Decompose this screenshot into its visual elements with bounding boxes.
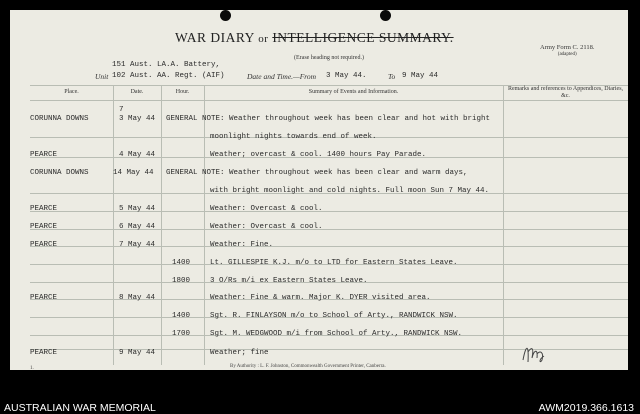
row-summary: Sgt. R. FINLAYSON m/o to School of Arty., RANDWICK NSW. <box>210 312 458 320</box>
punch-hole <box>220 10 231 21</box>
erase-note: (Erase heading not required.) <box>294 55 364 61</box>
row-summary: Sgt. M. WEDGWOOD m/i from School of Arty., RANDWICK NSW. <box>210 330 463 338</box>
row-summary: 3 O/Rs m/i ex Eastern States Leave. <box>210 277 368 285</box>
row-hour: 1800 <box>172 277 191 285</box>
army-form-label: Army Form C. 2118. (adapted) <box>540 44 595 57</box>
row-summary: Weather; fine <box>210 349 269 357</box>
row-date: 9 May 44 <box>119 349 156 357</box>
col-remarks: Remarks and references to Appendices, Diaries, &c. <box>507 86 624 99</box>
row-date: 6 May 44 <box>119 223 156 231</box>
footer-page-mark: 1. <box>30 366 34 371</box>
row-place: PEARCE <box>30 294 58 302</box>
row-date: 7 May 44 <box>119 241 156 249</box>
row-hour: 1700 <box>172 330 191 338</box>
row-date: 5 May 44 <box>119 205 156 213</box>
col-date: Date. <box>130 89 144 95</box>
row-place: CORUNNA DOWNS <box>30 169 89 177</box>
intelligence-summary-struck: INTELLIGENCE SUMMARY. <box>272 30 454 45</box>
row-date: 4 May 44 <box>119 151 156 159</box>
row-summary: Weather: Fine. <box>210 241 274 249</box>
col-summary: Summary of Events and Information. <box>308 89 399 95</box>
row-date: 8 May 44 <box>119 294 156 302</box>
row-place: PEARCE <box>30 349 58 357</box>
row-summary: Weather: Overcast & cool. <box>210 205 323 213</box>
signature-icon <box>520 340 548 366</box>
row-date: 3 May 44 <box>119 115 156 123</box>
row-place: CORUNNA DOWNS <box>30 115 89 123</box>
row-summary: moonlight nights towards end of week. <box>210 133 377 141</box>
diary-title: WAR DIARY or INTELLIGENCE SUMMARY. <box>175 30 454 45</box>
col-place: Place. <box>64 89 79 95</box>
row-place: PEARCE <box>30 223 58 231</box>
to-label: To <box>388 72 396 81</box>
row-place: PEARCE <box>30 205 58 213</box>
unit-line-1: 151 Aust. LA.A. Battery, <box>112 61 221 69</box>
row-summary: Weather; overcast & cool. 1400 hours Pay Parade. <box>210 151 427 159</box>
to-date: 9 May 44 <box>402 72 439 80</box>
row-summary: GENERAL NOTE: Weather throughout week has been clear and hot with bright <box>166 115 491 123</box>
row-hour: 1400 <box>172 259 191 267</box>
unit-label: Unit <box>95 72 109 81</box>
row-place: PEARCE <box>30 241 58 249</box>
row-date: 14 May 44 <box>113 169 154 177</box>
col-hour: Hour. <box>175 89 190 95</box>
unit-line-2: 102 Aust. AA. Regt. (AIF) <box>112 72 225 80</box>
date-time-label: Date and Time.—From <box>247 72 317 81</box>
row-date-correction: 7 <box>119 106 124 114</box>
from-date: 3 May 44. <box>326 72 367 80</box>
row-summary: GENERAL NOTE: Weather throughout week has been clear and warm days, <box>166 169 468 177</box>
row-summary: Lt. GILLESPIE K.J. m/o to LTD for Eastern States Leave. <box>210 259 458 267</box>
caption-accession: AWM2019.366.1613 <box>538 402 634 414</box>
footer-printer: By Authority : L. F. Johnston, Commonwealth Government Printer, Canberra. <box>230 364 386 369</box>
row-place: PEARCE <box>30 151 58 159</box>
row-hour: 1400 <box>172 312 191 320</box>
punch-hole <box>380 10 391 21</box>
row-summary: Weather: Overcast & cool. <box>210 223 323 231</box>
row-summary: with bright moonlight and cold nights. Full moon Sun 7 May 44. <box>210 187 490 195</box>
row-summary: Weather: Fine & warm. Major K. DYER visited area. <box>210 294 431 302</box>
caption-source: AUSTRALIAN WAR MEMORIAL <box>4 402 156 414</box>
